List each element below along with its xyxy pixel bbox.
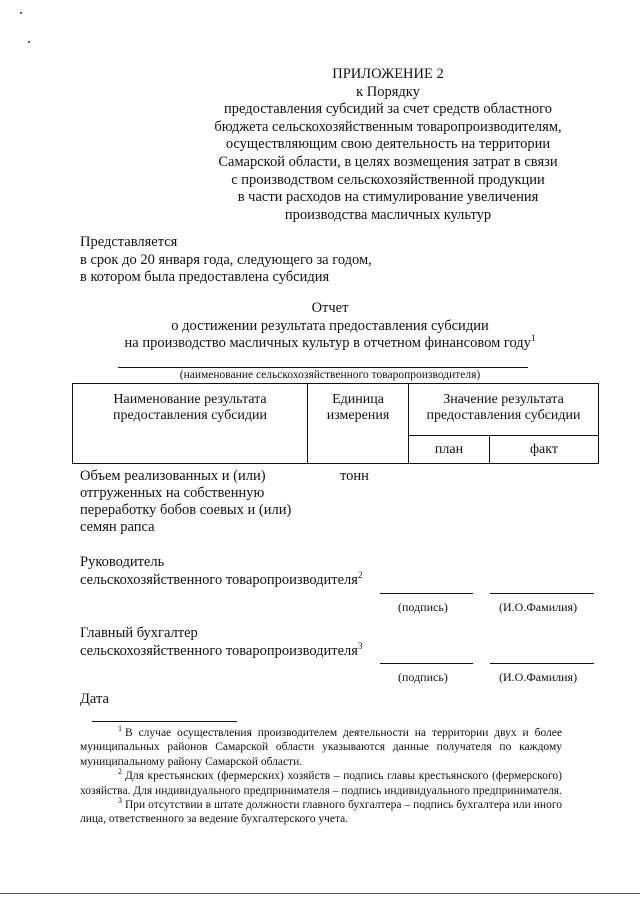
result-row-unit: тонн xyxy=(340,468,369,484)
appendix-line: осуществляющим свою деятельность на территории xyxy=(225,136,551,153)
results-table xyxy=(72,383,599,464)
appendix-line: к Порядку xyxy=(356,83,420,100)
appendix-line: производства масличных культур xyxy=(284,206,492,223)
report-title: Отчет xyxy=(311,300,349,316)
footnote-separator xyxy=(92,721,237,722)
appendix-line: предоставления субсидий за счет средств областного xyxy=(224,101,552,118)
col-unit: Единица измерения xyxy=(308,384,409,464)
head-signature-caption: (подпись) xyxy=(398,600,448,614)
head-name-line[interactable] xyxy=(490,593,594,594)
accountant-signature-line[interactable] xyxy=(380,663,473,664)
footnote-2: $^2$ Для крестьянских (фермерских) хозяйств – подпись главы крестьянского (фермерского) хозяйства. Для индивидуального предпринимателя – подпись индивидуального предпринимателя. xyxy=(80,767,562,797)
report-subtitle: о достижении результата предоставления субсидии xyxy=(171,317,489,334)
scan-speck-2 xyxy=(28,41,30,43)
page-bottom-edge xyxy=(0,893,640,894)
producer-name-caption: (наименование сельскохозяйственного товаропроизводителя) xyxy=(179,369,481,381)
footnote-ref: 1 xyxy=(530,333,536,344)
head-signature-line[interactable] xyxy=(380,593,473,594)
footnote-ref: 3 xyxy=(357,640,363,651)
submission-line: Представляется xyxy=(80,234,178,250)
accountant-name-caption: (И.О.Фамилия) xyxy=(499,670,578,684)
col-result-value: Значение результата предоставления субсидии xyxy=(409,384,599,436)
appendix-title: ПРИЛОЖЕНИЕ 2 xyxy=(332,66,444,82)
date-label: Дата xyxy=(80,691,109,707)
head-name-caption: (И.О.Фамилия) xyxy=(499,600,578,614)
col-result-name: Наименование результата предоставления субсидии xyxy=(73,384,308,464)
accountant-signature-label: Главный бухгалтер сельскохозяйственного товаропроизводителя$^3$ xyxy=(80,625,363,659)
appendix-header xyxy=(200,66,576,224)
footnotes xyxy=(80,726,562,827)
footnote-3: $^3$ При отсутствии в штате должности главного бухгалтера – подпись бухгалтера или иного лица, ответственного за ведение бухгалтерского учета. xyxy=(80,796,562,826)
appendix-line: с производством сельскохозяйственной продукции xyxy=(231,171,545,188)
accountant-signature-caption: (подпись) xyxy=(398,670,448,684)
scan-speck-1 xyxy=(20,12,22,14)
col-plan: план xyxy=(409,436,490,464)
appendix-line: Самарской области, в целях возмещения затрат в связи xyxy=(218,153,558,170)
head-signature-label: Руководитель сельскохозяйственного товаропроизводителя$^2$ xyxy=(80,554,363,588)
report-subtitle-2: на производство масличных культур в отчетном финансовом году$^1$ xyxy=(124,333,536,352)
accountant-name-line[interactable] xyxy=(490,663,594,664)
report-heading xyxy=(80,300,580,353)
submission-line: в срок до 20 января года, следующего за годом, xyxy=(80,251,372,268)
submission-note xyxy=(80,234,372,287)
appendix-line: в части расходов на стимулирование увеличения xyxy=(237,189,539,206)
result-row-name: Объем реализованных и (или) отгруженных на собственную переработку бобов соевых и (или) семян рапса xyxy=(80,468,292,535)
footnote-ref: 2 xyxy=(357,569,363,580)
appendix-line: бюджета сельскохозяйственным товаропроизводителям, xyxy=(214,118,562,135)
footnote-1: $^1$ В случае осуществления производителем деятельности на территории двух и более муниципальных районов Самарской области указываются данные получателя по каждому муниципальному району Самарской области. xyxy=(80,724,562,768)
col-fact: факт xyxy=(490,436,599,464)
submission-line: в котором была предоставлена субсидия xyxy=(80,269,330,286)
producer-name-line xyxy=(118,367,528,368)
